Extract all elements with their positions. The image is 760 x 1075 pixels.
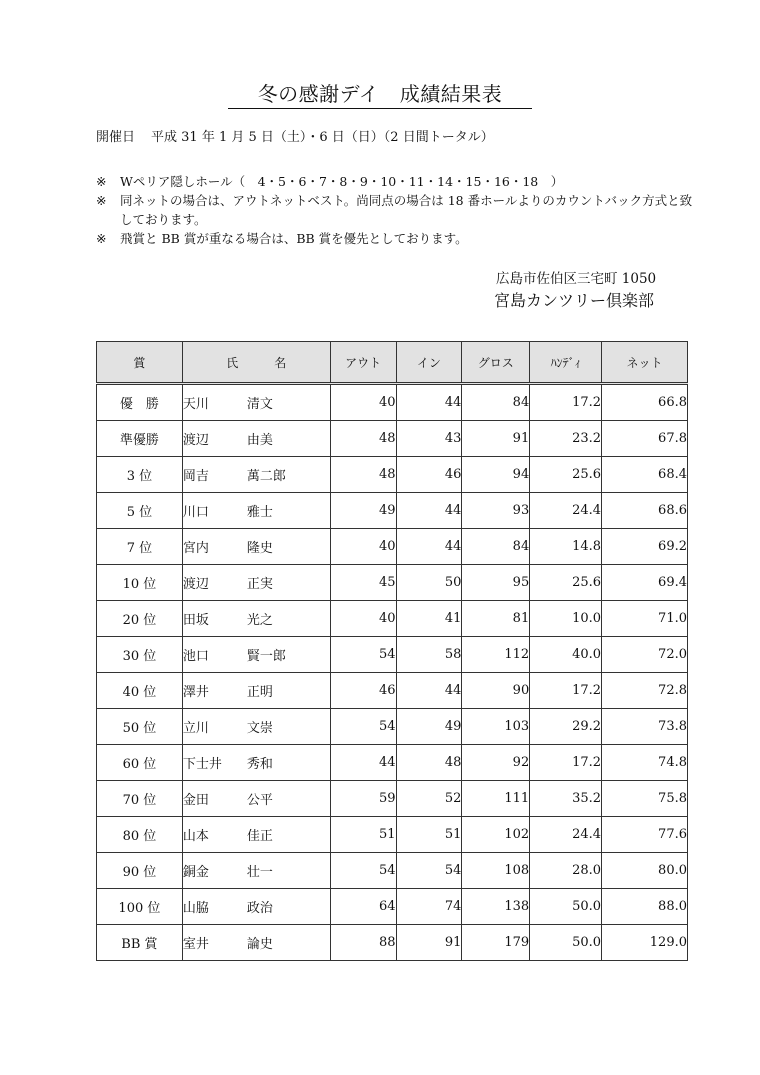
cell-gross: 92 <box>462 745 530 781</box>
last-name: 澤井 <box>182 685 209 700</box>
cell-in: 41 <box>396 601 462 637</box>
cell-prize: 100 位 <box>97 889 183 925</box>
cell-out: 48 <box>330 457 396 493</box>
cell-net: 77.6 <box>602 817 688 853</box>
cell-net: 80.0 <box>602 853 688 889</box>
last-name: 室井 <box>182 937 209 952</box>
note-text: Wペリア隠しホール（ 4・5・6・7・8・9・10・11・14・15・16・18 ） <box>120 174 564 189</box>
table-row <box>97 853 688 889</box>
table-row <box>97 925 688 961</box>
table-row <box>97 889 688 925</box>
cell-name <box>182 817 330 853</box>
first-name: 萬二郎 <box>246 469 286 484</box>
table-header-row <box>97 342 688 384</box>
cell-prize: 30 位 <box>97 637 183 673</box>
cell-net: 129.0 <box>602 925 688 961</box>
cell-handicap: 10.0 <box>530 601 602 637</box>
cell-handicap: 50.0 <box>530 925 602 961</box>
cell-gross: 102 <box>462 817 530 853</box>
cell-handicap: 50.0 <box>530 889 602 925</box>
first-name: 公平 <box>246 793 273 808</box>
cell-handicap: 28.0 <box>530 853 602 889</box>
cell-name <box>182 384 330 421</box>
page-title <box>0 78 760 109</box>
first-name: 佳正 <box>246 829 273 844</box>
cell-gross: 111 <box>462 781 530 817</box>
cell-name <box>182 457 330 493</box>
last-name: 渡辺 <box>182 433 209 448</box>
first-name: 壮一 <box>246 865 273 880</box>
cell-net: 72.8 <box>602 673 688 709</box>
cell-name <box>182 421 330 457</box>
table-row <box>97 637 688 673</box>
cell-gross: 91 <box>462 421 530 457</box>
event-date <box>96 126 494 145</box>
club-name: 宮島カンツリー倶楽部 <box>494 291 655 310</box>
cell-net: 68.6 <box>602 493 688 529</box>
cell-out: 59 <box>330 781 396 817</box>
cell-handicap: 40.0 <box>530 637 602 673</box>
cell-name <box>182 853 330 889</box>
cell-in: 52 <box>396 781 462 817</box>
cell-name <box>182 529 330 565</box>
note-item <box>96 191 696 229</box>
cell-handicap: 29.2 <box>530 709 602 745</box>
cell-name <box>182 673 330 709</box>
cell-gross: 112 <box>462 637 530 673</box>
table-row <box>97 781 688 817</box>
cell-handicap: 17.2 <box>530 384 602 421</box>
cell-name <box>182 925 330 961</box>
event-date-label: 開催日 <box>96 130 136 145</box>
note-item <box>96 172 696 191</box>
cell-handicap: 17.2 <box>530 745 602 781</box>
cell-in: 58 <box>396 637 462 673</box>
last-name: 銅金 <box>182 865 209 880</box>
note-item <box>96 229 696 248</box>
cell-prize: 優 勝 <box>97 384 183 421</box>
cell-in: 44 <box>396 493 462 529</box>
first-name: 光之 <box>246 613 273 628</box>
table-row <box>97 745 688 781</box>
cell-net: 75.8 <box>602 781 688 817</box>
last-name: 山本 <box>182 829 209 844</box>
first-name: 政治 <box>246 901 273 916</box>
cell-prize: 90 位 <box>97 853 183 889</box>
cell-prize: 3 位 <box>97 457 183 493</box>
header-out: アウト <box>330 342 396 384</box>
first-name: 文崇 <box>246 721 273 736</box>
table-row <box>97 384 688 421</box>
last-name: 渡辺 <box>182 577 209 592</box>
table-row <box>97 565 688 601</box>
header-gross: グロス <box>462 342 530 384</box>
cell-in: 51 <box>396 817 462 853</box>
last-name: 山脇 <box>182 901 209 916</box>
cell-net: 67.8 <box>602 421 688 457</box>
cell-handicap: 24.4 <box>530 817 602 853</box>
header-net: ネット <box>602 342 688 384</box>
first-name: 由美 <box>246 433 273 448</box>
cell-net: 88.0 <box>602 889 688 925</box>
cell-gross: 93 <box>462 493 530 529</box>
first-name: 論史 <box>246 937 273 952</box>
last-name: 池口 <box>182 649 209 664</box>
last-name: 宮内 <box>182 541 209 556</box>
table-row <box>97 817 688 853</box>
table-row <box>97 457 688 493</box>
cell-in: 49 <box>396 709 462 745</box>
note-text: 飛賞と BB 賞が重なる場合は、BB 賞を優先としております。 <box>120 231 468 246</box>
header-name: 氏 名 <box>182 342 330 384</box>
cell-out: 46 <box>330 673 396 709</box>
cell-prize: BB 賞 <box>97 925 183 961</box>
cell-handicap: 25.6 <box>530 457 602 493</box>
club-address: 広島市佐伯区三宅町 1050 <box>496 271 657 287</box>
cell-in: 74 <box>396 889 462 925</box>
cell-gross: 108 <box>462 853 530 889</box>
cell-net: 68.4 <box>602 457 688 493</box>
cell-out: 54 <box>330 709 396 745</box>
cell-out: 49 <box>330 493 396 529</box>
cell-gross: 84 <box>462 384 530 421</box>
header-in: イン <box>396 342 462 384</box>
cell-in: 43 <box>396 421 462 457</box>
note-mark: ※ <box>96 174 107 189</box>
cell-net: 71.0 <box>602 601 688 637</box>
results-body <box>97 384 688 961</box>
cell-in: 54 <box>396 853 462 889</box>
table-row <box>97 601 688 637</box>
results-table <box>96 341 688 961</box>
cell-net: 73.8 <box>602 709 688 745</box>
cell-in: 44 <box>396 384 462 421</box>
cell-net: 72.0 <box>602 637 688 673</box>
cell-prize: 20 位 <box>97 601 183 637</box>
header-prize: 賞 <box>97 342 183 384</box>
last-name: 立川 <box>182 721 209 736</box>
cell-prize: 10 位 <box>97 565 183 601</box>
cell-handicap: 14.8 <box>530 529 602 565</box>
first-name: 賢一郎 <box>246 649 286 664</box>
table-row <box>97 673 688 709</box>
cell-handicap: 24.4 <box>530 493 602 529</box>
cell-prize: 70 位 <box>97 781 183 817</box>
last-name: 川口 <box>182 505 209 520</box>
table-row <box>97 709 688 745</box>
cell-name <box>182 709 330 745</box>
first-name: 正実 <box>246 577 273 592</box>
cell-out: 48 <box>330 421 396 457</box>
cell-gross: 138 <box>462 889 530 925</box>
cell-out: 40 <box>330 384 396 421</box>
note-text: 同ネットの場合は、アウトネットベスト。尚同点の場合は 18 番ホールよりのカウントバック方式と致しております。 <box>120 193 693 227</box>
last-name: 天川 <box>182 397 209 412</box>
cell-handicap: 35.2 <box>530 781 602 817</box>
note-mark: ※ <box>96 231 107 246</box>
cell-out: 64 <box>330 889 396 925</box>
cell-in: 48 <box>396 745 462 781</box>
cell-gross: 81 <box>462 601 530 637</box>
note-mark: ※ <box>96 193 107 208</box>
cell-out: 54 <box>330 853 396 889</box>
last-name: 岡吉 <box>182 469 209 484</box>
cell-in: 50 <box>396 565 462 601</box>
notes-list <box>96 172 696 248</box>
cell-gross: 90 <box>462 673 530 709</box>
cell-gross: 95 <box>462 565 530 601</box>
cell-prize: 7 位 <box>97 529 183 565</box>
cell-name <box>182 745 330 781</box>
cell-name <box>182 565 330 601</box>
cell-prize: 5 位 <box>97 493 183 529</box>
last-name: 田坂 <box>182 613 209 628</box>
cell-handicap: 25.6 <box>530 565 602 601</box>
cell-name <box>182 781 330 817</box>
cell-net: 69.4 <box>602 565 688 601</box>
title-text: 冬の感謝デイ 成績結果表 <box>228 78 533 109</box>
cell-handicap: 23.2 <box>530 421 602 457</box>
cell-out: 40 <box>330 601 396 637</box>
cell-out: 54 <box>330 637 396 673</box>
cell-in: 91 <box>396 925 462 961</box>
table-row <box>97 493 688 529</box>
cell-net: 69.2 <box>602 529 688 565</box>
cell-out: 88 <box>330 925 396 961</box>
cell-gross: 179 <box>462 925 530 961</box>
table-row <box>97 421 688 457</box>
cell-gross: 94 <box>462 457 530 493</box>
cell-gross: 103 <box>462 709 530 745</box>
cell-prize: 80 位 <box>97 817 183 853</box>
cell-name <box>182 637 330 673</box>
first-name: 隆史 <box>246 541 273 556</box>
cell-out: 45 <box>330 565 396 601</box>
cell-in: 44 <box>396 529 462 565</box>
event-date-value: 平成 31 年 1 月 5 日（土）・6 日（日）（2 日間トータル） <box>151 130 494 145</box>
header-handicap: ﾊﾝﾃﾞｨ <box>530 342 602 384</box>
cell-handicap: 17.2 <box>530 673 602 709</box>
first-name: 雅士 <box>246 505 273 520</box>
cell-name <box>182 493 330 529</box>
cell-net: 74.8 <box>602 745 688 781</box>
cell-out: 51 <box>330 817 396 853</box>
cell-prize: 50 位 <box>97 709 183 745</box>
cell-prize: 準優勝 <box>97 421 183 457</box>
first-name: 正明 <box>246 685 273 700</box>
cell-net: 66.8 <box>602 384 688 421</box>
first-name: 秀和 <box>246 757 273 772</box>
cell-in: 46 <box>396 457 462 493</box>
cell-gross: 84 <box>462 529 530 565</box>
last-name: 金田 <box>182 793 209 808</box>
cell-name <box>182 889 330 925</box>
cell-prize: 60 位 <box>97 745 183 781</box>
cell-in: 44 <box>396 673 462 709</box>
cell-name <box>182 601 330 637</box>
cell-prize: 40 位 <box>97 673 183 709</box>
first-name: 清文 <box>246 397 273 412</box>
cell-out: 44 <box>330 745 396 781</box>
cell-out: 40 <box>330 529 396 565</box>
last-name: 下士井 <box>182 757 222 772</box>
table-row <box>97 529 688 565</box>
